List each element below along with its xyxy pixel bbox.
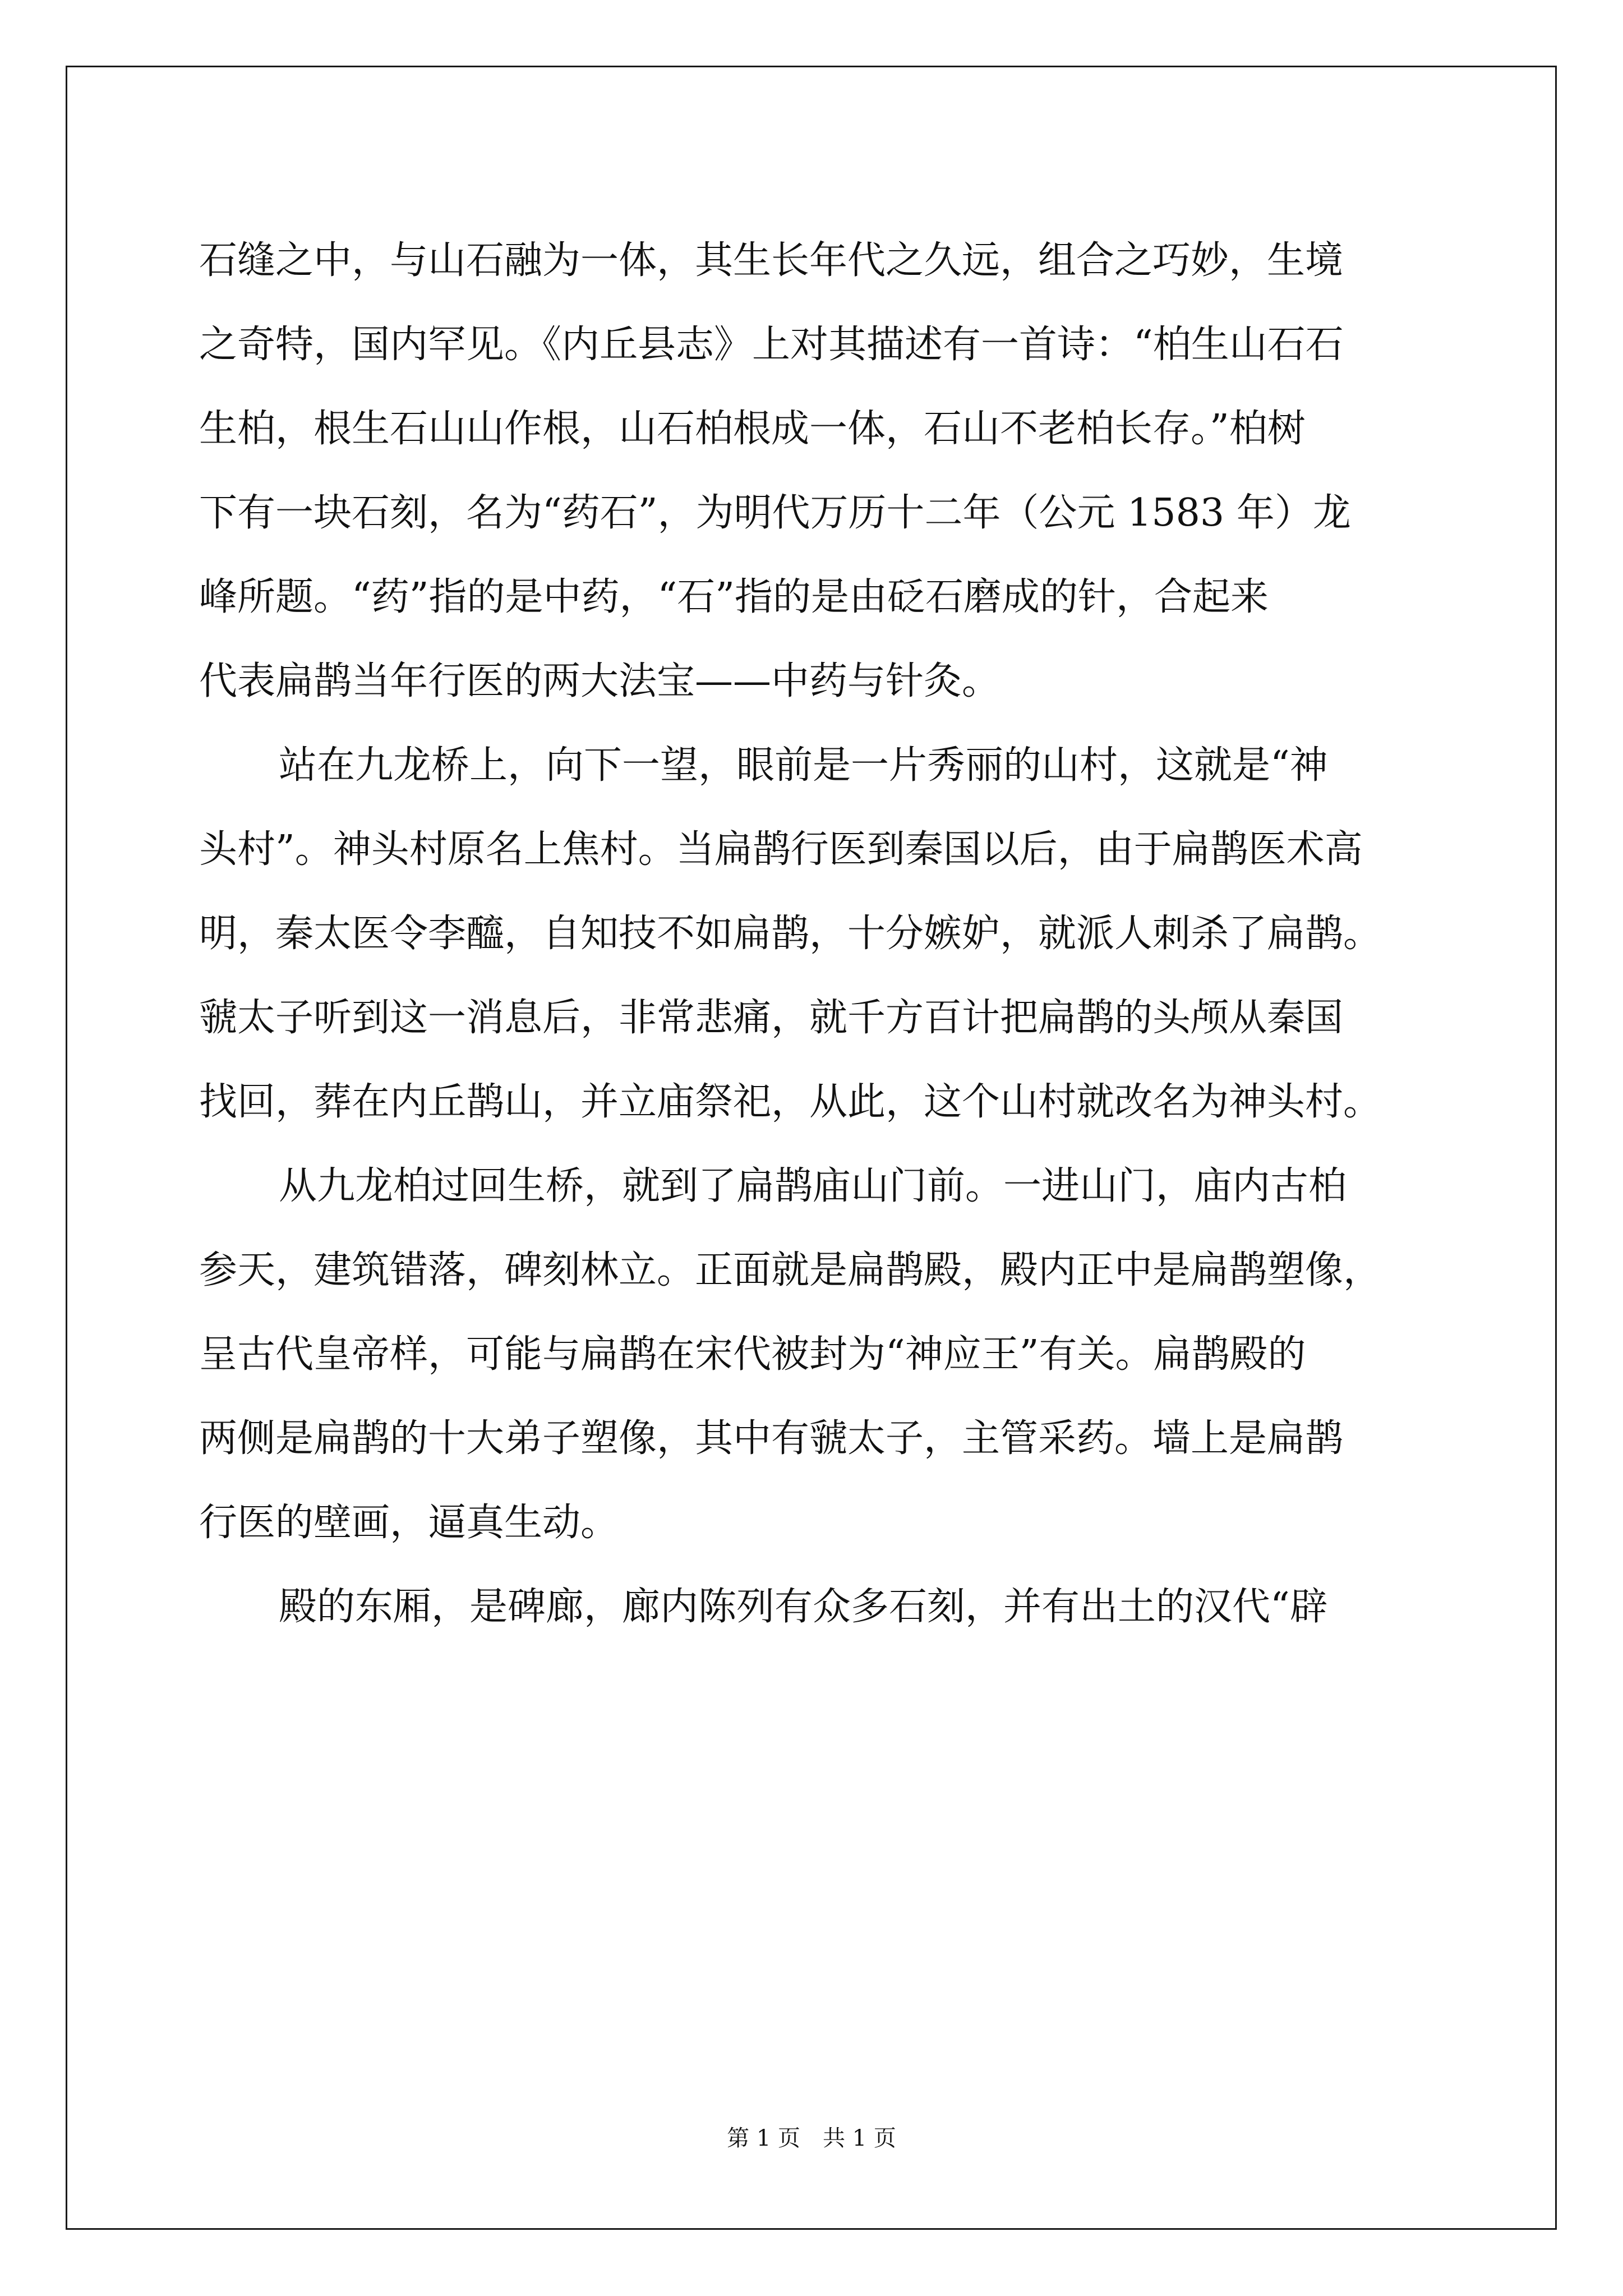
text-line: 行医的壁画，逼真生动。 [199,1501,619,1545]
text-line: 生柏，根生石山山作根，山石柏根成一体，石山不老柏长存。”柏树 [199,407,1306,451]
text-line: 虢太子听到这一消息后，非常悲痛，就千方百计把扁鹊的头颅从秦国 [199,996,1344,1040]
text-line: 之奇特，国内罕见。《内丘县志》上对其描述有一首诗：“柏生山石石 [199,323,1344,367]
text-line: 两侧是扁鹊的十大弟子塑像，其中有虢太子，主管采药。墙上是扁鹊 [199,1416,1344,1461]
text-line: 石缝之中，与山石融为一体，其生长年代之久远，组合之巧妙，生境 [199,238,1344,283]
text-line: 呈古代皇帝样，可能与扁鹊在宋代被封为“神应王”有关。扁鹊殿的 [199,1332,1306,1377]
text-line: 代表扁鹊当年行医的两大法宝——中药与针灸。 [199,659,1000,703]
paragraph-start-line: 殿的东厢，是碑廊，廊内陈列有众多石刻，并有出土的汉代“辟 [279,1585,1328,1629]
paragraph-start-line: 站在九龙桥上，向下一望，眼前是一片秀丽的山村，这就是“神 [279,743,1328,788]
text-line: 找回，葬在内丘鹊山，并立庙祭祀，从此，这个山村就改名为神头村。 [199,1080,1382,1124]
text-line: 下有一块石刻，名为“药石”，为明代万历十二年（公元 1583 年）龙 [199,491,1351,535]
text-line: 头村”。神头村原名上焦村。当扁鹊行医到秦国以后，由于扁鹊医术高 [199,827,1363,872]
text-line: 参天，建筑错落，碑刻林立。正面就是扁鹊殿，殿内正中是扁鹊塑像， [199,1248,1382,1292]
paragraph-start-line: 从九龙柏过回生桥，就到了扁鹊庙山门前。一进山门，庙内古柏 [279,1164,1347,1208]
text-line: 明，秦太医令李醯，自知技不如扁鹊，十分嫉妒，就派人刺杀了扁鹊。 [199,912,1382,956]
document-body [199,219,1436,1649]
page-number-footer: 第 1 页 共 1 页 [727,2125,896,2151]
text-line: 峰所题。“药”指的是中药，“石”指的是由砭石磨成的针，合起来 [199,575,1269,619]
